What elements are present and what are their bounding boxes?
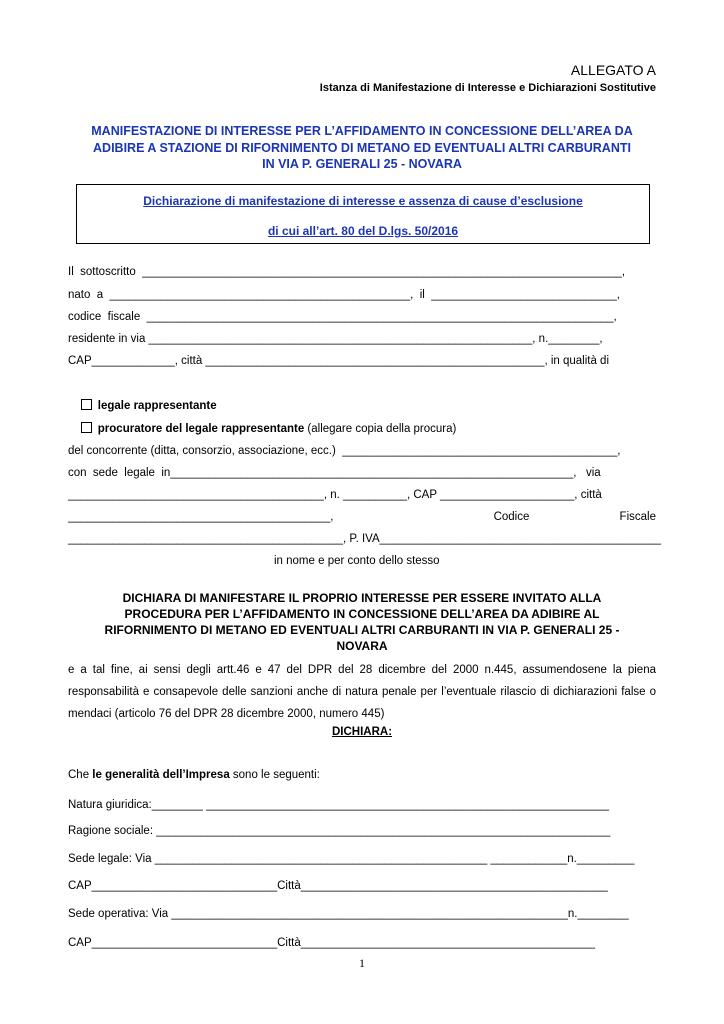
- field-cap-citta-2[interactable]: CAP_____________________________Città______________________________________________: [68, 937, 595, 949]
- generalita-intro-pre: Che: [68, 769, 93, 781]
- checkbox-legale[interactable]: [81, 399, 92, 410]
- declaration-line-2: PROCEDURA PER L’AFFIDAMENTO IN CONCESSIONE DELL’AREA DA ADIBIRE AL: [124, 607, 600, 621]
- generalita-intro: [68, 769, 320, 781]
- legal-paragraph: e a tal fine, ai sensi degli artt.46 e 47 del DPR del 28 dicembre del 2000 n.445, assumendosene la piena responsabilità e consapevole delle sanzioni anche di natura penale per l’eventuale rilascio di dichiarazioni false o mendaci (articolo 76 del DPR 28 dicembre 2000, numero 445): [68, 664, 656, 720]
- main-title: [60, 123, 664, 173]
- field-sede-operativa[interactable]: Sede operativa: Via ______________________________________________________________n.________: [68, 908, 629, 920]
- box-heading-line-2: di cui all’art. 80 del D.lgs. 50/2016: [267, 224, 459, 238]
- allegato-label: ALLEGATO A: [570, 62, 656, 78]
- legale-label: legale rappresentante: [97, 400, 217, 412]
- checkbox-procuratore[interactable]: [81, 422, 92, 433]
- declaration-line-1: DICHIARA DI MANIFESTARE IL PROPRIO INTERESSE PER ESSERE INVITATO ALLA: [122, 591, 602, 605]
- dichiara-heading: DICHIARA:: [331, 726, 393, 738]
- field-sede-legale-via[interactable]: Sede legale: Via ____________________________________________________ ____________n._________: [68, 853, 635, 865]
- field-sottoscritto[interactable]: Il sottoscritto ___________________________________________________________________________,: [68, 266, 626, 278]
- declaration-box: [76, 184, 650, 244]
- main-title-line-1: MANIFESTAZIONE DI INTERESSE PER L’AFFIDAMENTO IN CONCESSIONE DELL’AREA DA: [91, 124, 633, 138]
- generalita-intro-post: sono le seguenti:: [229, 769, 320, 781]
- field-ragione-sociale[interactable]: Ragione sociale: _______________________________________________________________________: [68, 825, 611, 837]
- in-nome-per-conto: in nome e per conto dello stesso: [274, 555, 440, 567]
- field-codice-fiscale[interactable]: codice fiscale _________________________________________________________________________,: [68, 311, 617, 323]
- procuratore-note: (allegare copia della procura): [304, 423, 457, 435]
- generalita-intro-bold: le generalità dell’Impresa: [92, 769, 230, 781]
- declaration-line-4: NOVARA: [336, 639, 388, 653]
- codice-row-blank: _________________________________________,: [68, 511, 334, 523]
- option-procuratore[interactable]: [68, 410, 456, 447]
- declaration-heading: [62, 590, 662, 654]
- field-sede-legale[interactable]: con sede legale in_______________________________________________________________, via: [68, 467, 601, 479]
- field-cap-citta-1[interactable]: CAP_____________________________Città________________________________________________: [68, 880, 608, 892]
- field-cap-citta[interactable]: CAP_____________, città _____________________________________________________, in qualità di: [68, 355, 610, 367]
- box-heading-line-1: Dichiarazione di manifestazione di interesse e assenza di cause d’esclusione: [143, 194, 583, 208]
- procuratore-label: procuratore del legale rappresentante: [97, 423, 305, 435]
- main-title-line-3: IN VIA P. GENERALI 25 - NOVARA: [262, 157, 462, 171]
- field-piva[interactable]: ___________________________________________, P. IVA____________________________________________: [68, 533, 662, 545]
- page-number: 1: [359, 956, 365, 970]
- fiscale-label: Fiscale: [619, 511, 656, 523]
- document-subtitle: Istanza di Manifestazione di Interesse e Dichiarazioni Sostitutive: [319, 82, 656, 94]
- field-concorrente[interactable]: del concorrente (ditta, consorzio, associazione, ecc.) ___________________________________________,: [68, 445, 621, 457]
- field-codice-fiscale-row[interactable]: [68, 511, 656, 523]
- field-residente[interactable]: residente in via ____________________________________________________________, n.________,: [68, 333, 603, 345]
- declaration-line-3: RIFORNIMENTO DI METANO ED EVENTUALI ALTRI CARBURANTI IN VIA P. GENERALI 25 -: [104, 623, 620, 637]
- main-title-line-2: ADIBIRE A STAZIONE DI RIFORNIMENTO DI METANO ED EVENTUALI ALTRI CARBURANTI: [93, 140, 631, 155]
- field-nato[interactable]: nato a _______________________________________________, il _____________________________,: [68, 289, 620, 301]
- field-via-cap[interactable]: ________________________________________, n. __________, CAP _____________________, città: [68, 489, 602, 501]
- field-natura-giuridica[interactable]: Natura giuridica:________ _______________________________________________________________: [68, 799, 610, 811]
- codice-label: Codice: [493, 511, 530, 523]
